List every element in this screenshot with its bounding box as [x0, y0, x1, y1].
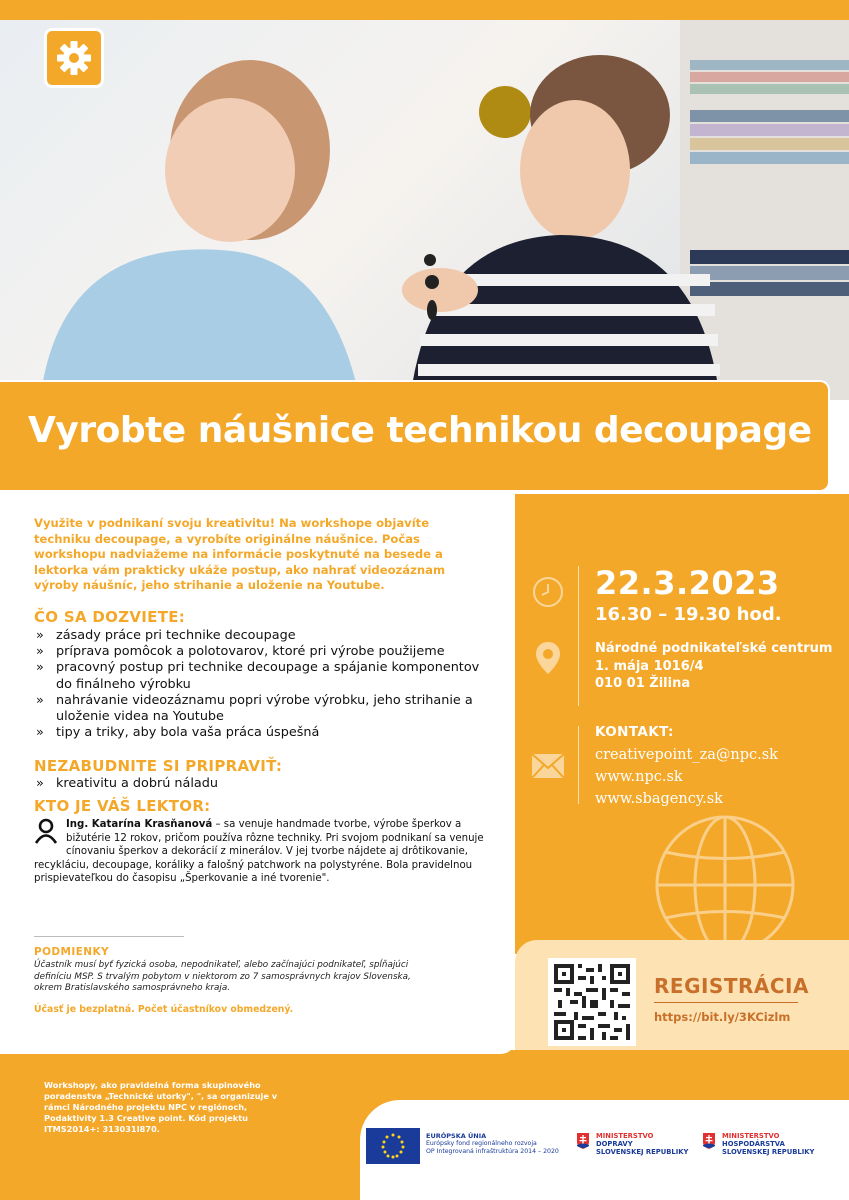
learn-list [34, 628, 484, 741]
lecturer-text: – sa venuje handmade tvorbe, výrobe šperkov a bižutérie 12 rokov, pričom používa rôzne techniky. Pri svojom podnikaní sa venuje cínovaniu šperkov a dekorácií z minerálov. V jej tvorbe nájdete aj drôtikovanie, recykláciu, decoupage, koráliky a falošný patchwork na polystyréne. Bola pravidelnou prispievateľkou do časopisu „Šperkovanie a iné tvorenie". [34, 819, 484, 885]
ministry-line: MINISTERSTVO [596, 1132, 654, 1140]
event-address [595, 640, 832, 693]
event-date: 22.3.2023 [595, 564, 780, 602]
eu-flag-icon [366, 1128, 420, 1164]
learn-heading: ČO SA DOZVIETE: [34, 608, 186, 626]
footer-text: Workshopy, ako pravidelná forma skupinového poradenstva „Technické utorky", ", sa organizuje v rámci Národného projektu NPC v regiónoch, Podaktivity 1.3 Creative point. Kód projektu ITMS2014+: 313031I870. [44, 1080, 278, 1134]
lecturer-bio [34, 818, 484, 886]
address-line: Národné podnikateľské centrum [595, 641, 833, 656]
hero-photo [0, 20, 849, 400]
intro-text: Využite v podnikaní svoju kreativitu! Na workshope objavíte techniku decoupage, a vyrobíte originálne náušnice. Počas workshopu nadviažeme na informácie poskytnuté na besede a lektorka vám prakticky ukáže postup, ako nahrať videozáznam výroby náušníc, jeho strihanie a uloženie na Youtube. [34, 516, 446, 592]
left-panel-corner [0, 1040, 515, 1054]
divider [34, 936, 184, 937]
eu-title: EURÓPSKA ÚNIA [426, 1132, 487, 1140]
eu-logo-text [426, 1132, 559, 1156]
ministry-economy-logo [702, 1132, 814, 1156]
location-pin-icon [530, 640, 566, 676]
conditions-heading: PODMIENKY [34, 946, 109, 958]
address-line: 010 01 Žilina [595, 676, 691, 691]
coat-of-arms-icon [576, 1132, 590, 1150]
divider-line [578, 566, 579, 706]
address-line: 1. mája 1016/4 [595, 658, 704, 674]
conditions-note: Účasť je bezplatná. Počet účastníkov obmedzený. [34, 1004, 294, 1015]
ministry-line: HOSPODÁRSTVA [722, 1140, 785, 1148]
ministry-line: MINISTERSTVO [722, 1132, 780, 1140]
prepare-list [34, 776, 484, 792]
contact-link[interactable]: www.sbagency.sk [595, 791, 723, 807]
ministry-transport-logo [576, 1132, 688, 1156]
eu-subtitle: Európsky fond regionálneho rozvoja [426, 1140, 537, 1147]
list-item: » tipy a triky, aby bola vaša práca úspešná [34, 725, 484, 741]
globe-icon [650, 810, 800, 950]
top-accent-bar [0, 0, 849, 20]
hero-illustration [0, 20, 849, 400]
contact-link[interactable]: www.npc.sk [595, 769, 683, 785]
registration-label: REGISTRÁCIA [654, 974, 809, 998]
contact-email[interactable]: creativepoint_za@npc.sk [595, 747, 778, 763]
lecturer-name: Ing. Katarína Krasňanová [66, 819, 213, 830]
ministry-line: DOPRAVY [596, 1140, 633, 1148]
list-item: » pracovný postup pri technike decoupage a spájanie komponentov do finálneho výrobku [34, 660, 484, 692]
ministry-line: SLOVENSKEJ REPUBLIKY [596, 1148, 689, 1156]
lecturer-heading: KTO JE VÁŠ LEKTOR: [34, 797, 211, 815]
contact-list [595, 744, 778, 810]
list-item: » príprava pomôcok a polotovarov, ktoré pri výrobe použijeme [34, 644, 484, 660]
gear-icon [56, 40, 92, 76]
list-item: » kreativitu a dobrú náladu [34, 776, 484, 792]
prepare-heading: NEZABUDNITE SI PRIPRAVIŤ: [34, 757, 283, 775]
list-item: » zásady práce pri technike decoupage [34, 628, 484, 644]
conditions-text: Účastník musí byť fyzická osoba, nepodnikateľ, alebo začínajúci podnikateľ, spĺňajúci definíciu MSP. S trvalým pobytom v niektorom zo 7 samosprávnych krajov Slovenska, okrem Bratislavského samosprávneho kraja. [34, 960, 411, 993]
divider [654, 1002, 798, 1003]
divider-line [578, 726, 579, 804]
event-time: 16.30 – 19.30 hod. [595, 604, 782, 625]
envelope-icon [530, 748, 566, 784]
clock-icon [530, 574, 566, 610]
list-item: » nahrávanie videozáznamu popri výrobe výrobku, jeho strihanie a uloženie videa na Youtube [34, 693, 484, 725]
gear-badge [44, 28, 104, 88]
person-icon [34, 818, 62, 846]
contact-heading: KONTAKT: [595, 724, 674, 740]
ministry-line: SLOVENSKEJ REPUBLIKY [722, 1148, 815, 1156]
coat-of-arms-icon [702, 1132, 716, 1150]
registration-link[interactable]: https://bit.ly/3KCizlm [654, 1010, 791, 1024]
eu-subtitle: OP Integrovaná infraštruktúra 2014 – 2020 [426, 1148, 559, 1155]
qr-code[interactable] [548, 958, 636, 1046]
page-title: Vyrobte náušnice technikou decoupage [28, 410, 812, 451]
